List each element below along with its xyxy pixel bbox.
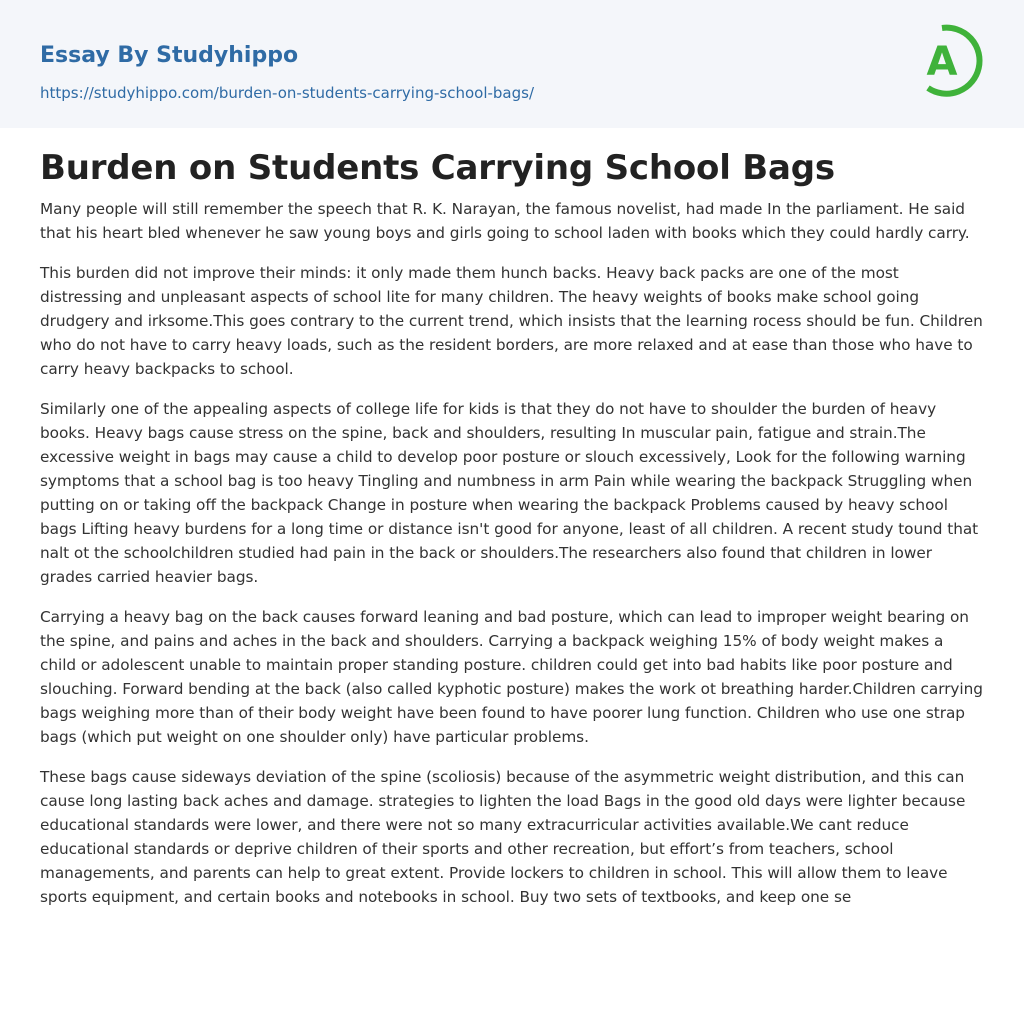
paragraph-4: Carrying a heavy bag on the back causes forward leaning and bad posture, which can lead to improper weight bearing on the spine, and pains and aches in the back and shoulders. Carrying a backpack weighing 15% of body weight makes a child or adolescent unable to maintain proper standing posture. children could get into bad habits like poor posture and slouching. Forward bending at the back (also called kyphotic posture) makes the work ot breathing harder.Children carrying bags weighing more than of their body weight have been found to have poorer lung function. Children who use one strap bags (which put weight on one shoulder only) have particular problems. [40, 608, 983, 746]
paragraph-5: These bags cause sideways deviation of the spine (scoliosis) because of the asymmetric weight distribution, and this can cause long lasting back aches and damage. strategies to lighten the load Bags in the good old days were lighter because educational standards were lower, and there were not so many extracurricular activities available.We cant reduce educational standards or deprive children of their sports and other recreation, but effort’s from teachers, school managements, and parents can help to great extent. Provide lockers to children in school. This will allow them to leave sports equipment, and certain books and notebooks in school. Buy two sets of textbooks, and keep one se [40, 768, 966, 906]
studyhippo-logo-icon[interactable] [916, 18, 986, 104]
page-title: Burden on Students Carrying School Bags [40, 148, 835, 188]
brand-title[interactable]: Essay By Studyhippo [40, 43, 299, 68]
article [0, 148, 1024, 909]
paragraph-1: Many people will still remember the speech that R. K. Narayan, the famous novelist, had made In the parliament. He said that his heart bled whenever he saw young boys and girls going to school laden with books which they could hardly carry. [40, 200, 970, 242]
page-header [0, 0, 1024, 128]
source-url-link[interactable]: https://studyhippo.com/burden-on-students-carrying-school-bags/ [40, 84, 535, 102]
paragraph-3: Similarly one of the appealing aspects of college life for kids is that they do not have to shoulder the burden of heavy books. Heavy bags cause stress on the spine, back and shoulders, resulting In muscular pain, fatigue and strain.The excessive weight in bags may cause a child to develop poor posture or slouch excessively, Look for the following warning symptoms that a school bag is too heavy Tingling and numbness in arm Pain while wearing the backpack Struggling when putting on or taking off the backpack Change in posture when wearing the backpack Problems caused by heavy school bags Lifting heavy burdens for a long time or distance isn't good for anyone, least of all children. A recent study tound that nalt ot the schoolchildren studied had pain in the back or shoulders.The researchers also found that children in lower grades carried heavier bags. [40, 400, 979, 586]
paragraph-2: This burden did not improve their minds: it only made them hunch backs. Heavy back packs are one of the most distressing and unpleasant aspects of school lite for many children. The heavy weights of books make school going drudgery and irksome.This goes contrary to the current trend, which insists that the learning rocess should be fun. Children who do not have to carry heavy loads, such as the resident borders, are more relaxed and at ease than those who have to carry heavy backpacks to school. [40, 264, 983, 378]
logo-letter: A [926, 39, 958, 85]
